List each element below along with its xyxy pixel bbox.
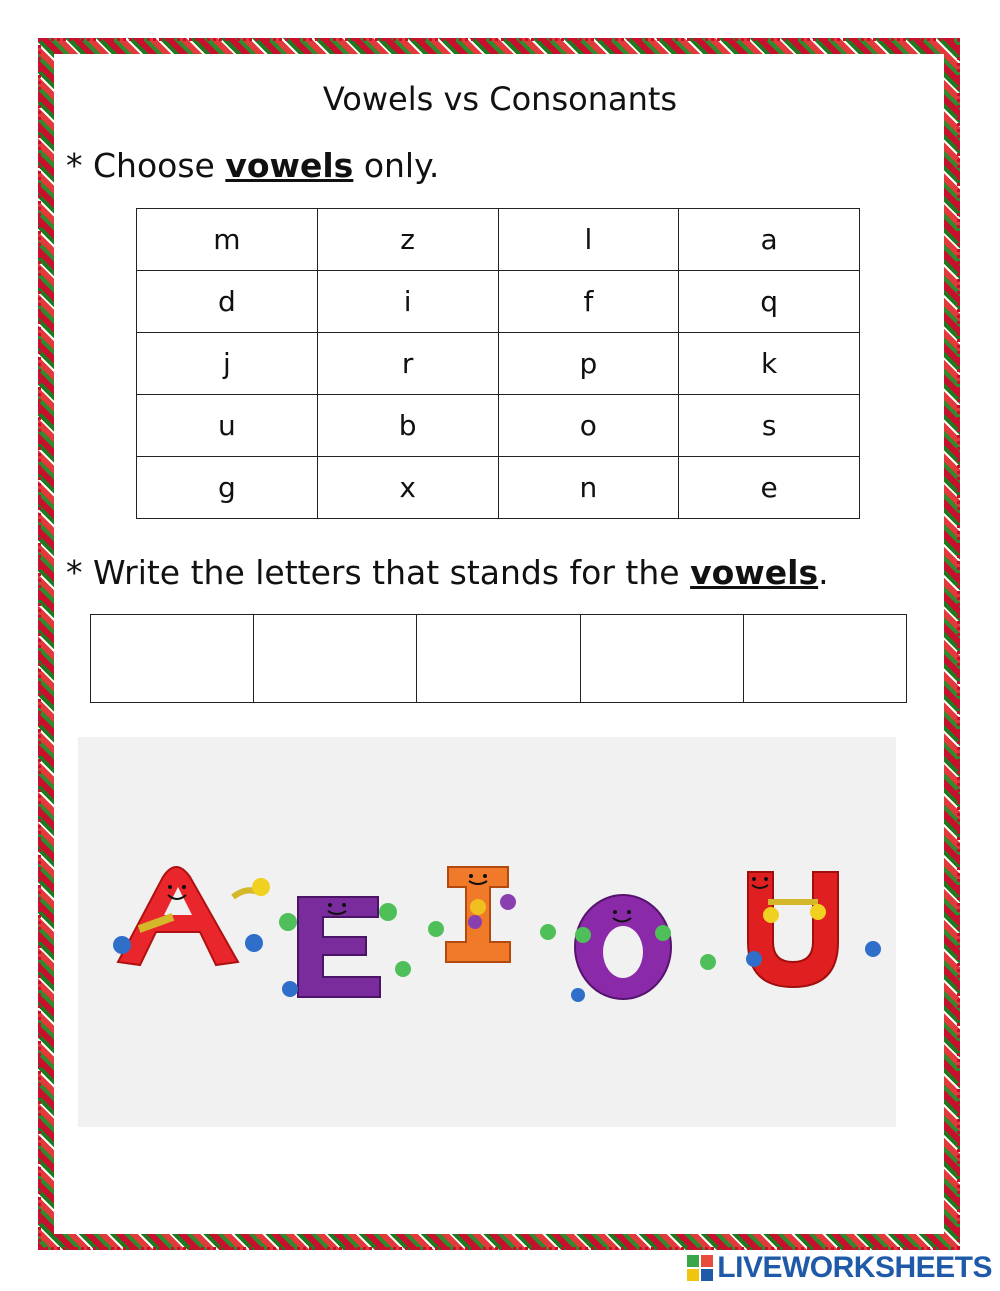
letter-cell[interactable]: k	[679, 333, 860, 395]
liveworksheets-brand	[687, 1253, 992, 1283]
grid-row	[137, 395, 860, 457]
answer-input[interactable]	[255, 616, 415, 701]
instruction-choose-vowels	[66, 146, 439, 185]
grid-row	[137, 457, 860, 519]
instruction-keyword: vowels	[690, 553, 819, 592]
letter-cell[interactable]: z	[317, 209, 498, 271]
answer-boxes	[90, 614, 907, 703]
instruction-prefix: * Choose	[66, 146, 226, 185]
letter-u-character	[746, 872, 881, 987]
letter-choice-grid	[136, 208, 860, 519]
letter-cell[interactable]: u	[137, 395, 318, 457]
letter-o-character	[571, 895, 716, 1002]
grid-row	[137, 209, 860, 271]
answer-input[interactable]	[582, 616, 742, 701]
letter-a-character	[113, 867, 270, 965]
letter-cell[interactable]: o	[498, 395, 679, 457]
vowel-characters-svg	[78, 737, 896, 1127]
letter-e-character	[279, 897, 411, 997]
letter-cell[interactable]: g	[137, 457, 318, 519]
letter-cell[interactable]: i	[317, 271, 498, 333]
answer-cell	[91, 615, 254, 703]
letter-cell[interactable]: f	[498, 271, 679, 333]
letter-cell[interactable]: j	[137, 333, 318, 395]
instruction-suffix: .	[818, 553, 829, 592]
answer-cell	[254, 615, 417, 703]
letter-cell[interactable]: d	[137, 271, 318, 333]
letter-cell[interactable]: n	[498, 457, 679, 519]
letter-cell[interactable]: s	[679, 395, 860, 457]
answer-input[interactable]	[745, 616, 905, 701]
brand-logo-icon	[687, 1255, 713, 1281]
vowel-characters-illustration	[78, 737, 896, 1127]
worksheet-title: Vowels vs Consonants	[322, 80, 678, 118]
grid-row	[137, 271, 860, 333]
letter-cell[interactable]: r	[317, 333, 498, 395]
letter-cell[interactable]: l	[498, 209, 679, 271]
letter-cell[interactable]: b	[317, 395, 498, 457]
instruction-prefix: * Write the letters that stands for the	[66, 553, 691, 592]
letter-cell[interactable]: m	[137, 209, 318, 271]
instruction-write-vowels	[66, 553, 829, 592]
instruction-keyword: vowels	[225, 146, 354, 185]
brand-text: LIVEWORKSHEETS	[717, 1251, 992, 1284]
letter-cell[interactable]: q	[679, 271, 860, 333]
answer-input[interactable]	[92, 616, 252, 701]
letter-cell[interactable]: e	[679, 457, 860, 519]
letter-cell[interactable]: p	[498, 333, 679, 395]
answer-cell	[743, 615, 906, 703]
answer-row	[91, 615, 907, 703]
letter-cell[interactable]: a	[679, 209, 860, 271]
letter-cell[interactable]: x	[317, 457, 498, 519]
answer-input[interactable]	[418, 616, 578, 701]
answer-cell	[417, 615, 580, 703]
letter-i-character	[428, 867, 556, 962]
answer-cell	[580, 615, 743, 703]
instruction-suffix: only.	[353, 146, 440, 185]
grid-row	[137, 333, 860, 395]
